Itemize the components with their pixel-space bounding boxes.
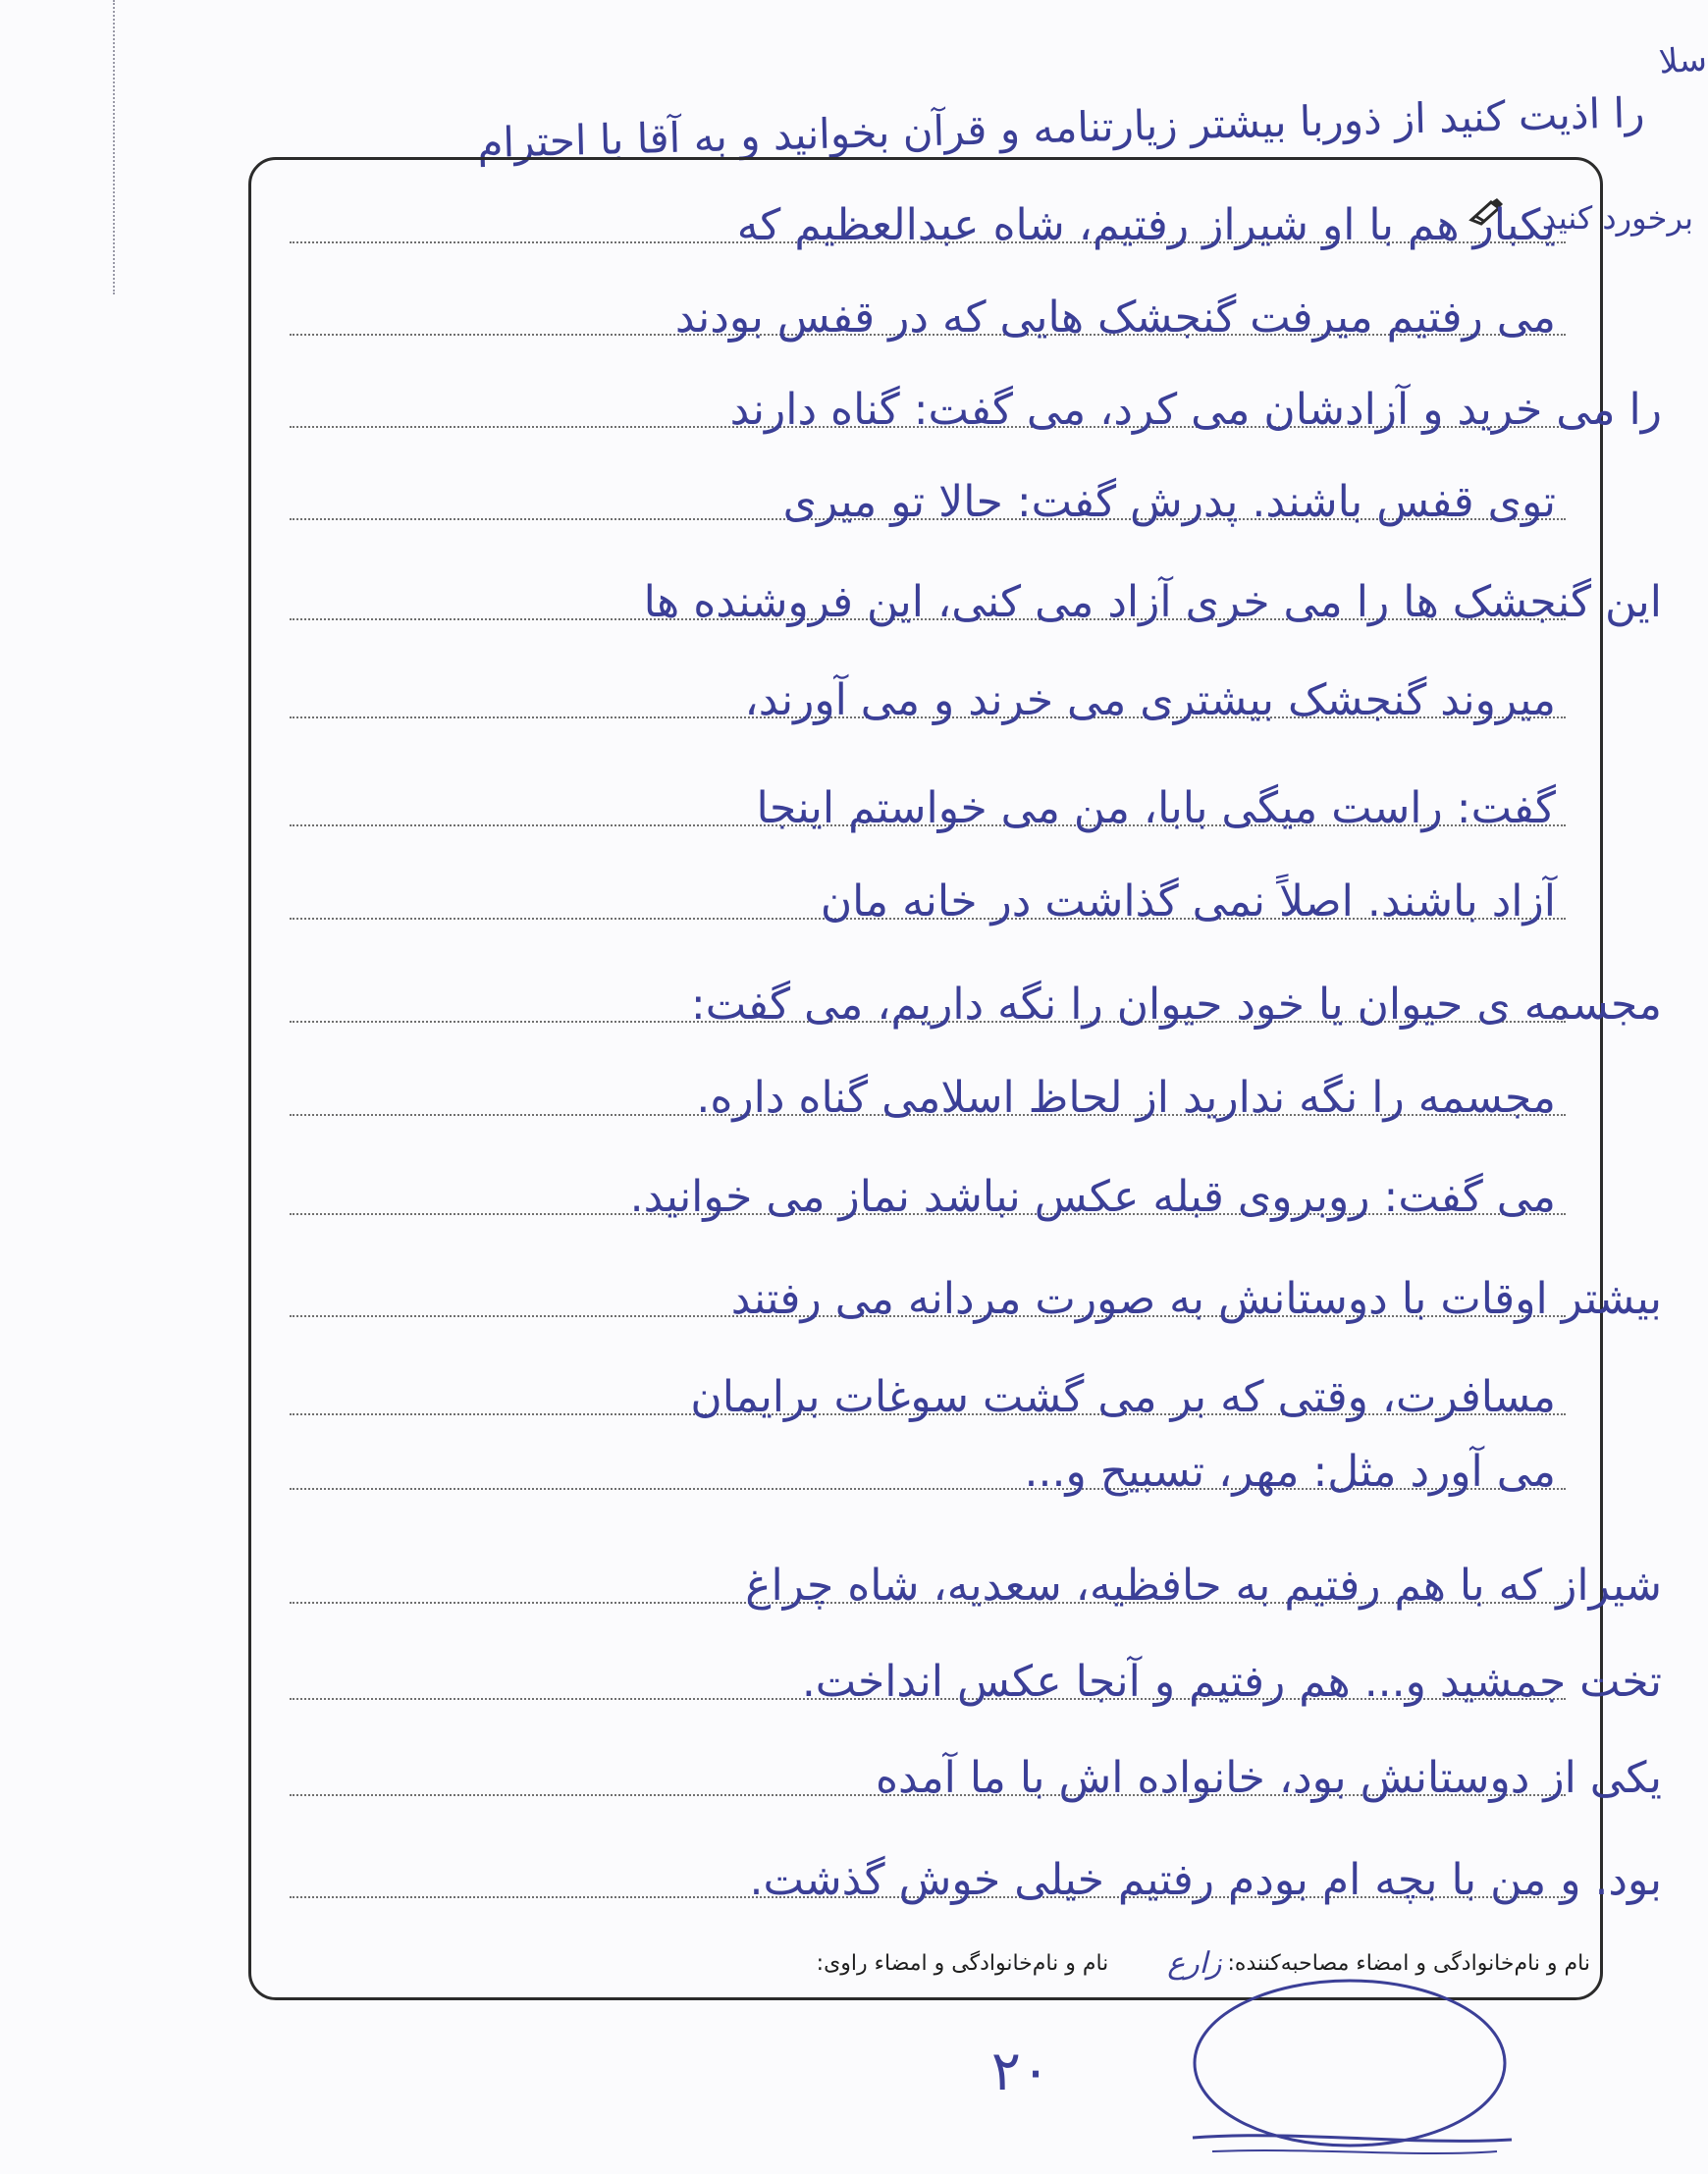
body-line-2: می رفتیم میرفت گنجشک هایی که در قفس بودند [674,292,1556,343]
margin-note-top: سلا [1657,39,1708,82]
margin-fold-line [113,0,115,294]
body-line-12: بیشتر اوقات با دوستانش به صورت مردانه می رفتند [730,1274,1662,1324]
body-line-13: مسافرت، وقتی که بر می گشت سوغات برایمان [690,1372,1556,1422]
body-line-3: را می خرید و آزادشان می کرد، می گفت: گناه دارند [729,385,1662,435]
body-line-4: توی قفس باشند. پدرش گفت: حالا تو میری [782,477,1556,527]
signature-scribble [1173,1973,1526,2169]
body-line-15: شیراز که با هم رفتیم به حافظیه، سعدیه، شاه چراغ [745,1561,1662,1611]
narrator-label: نام و نام‌خانوادگی و امضاء راوی: [816,1950,1109,1976]
interviewer-signature: زارع [1167,1945,1222,1981]
body-line-1: یکبار هم با او شیراز رفتیم، شاه عبدالعظیم که [736,200,1556,250]
body-line-5: این گنجشک ها را می خری آزاد می کنی، این فروشنده ها [643,577,1662,627]
body-line-7: گفت: راست میگی بابا، من می خواستم اینجا [756,783,1556,833]
body-line-14: می آورد مثل: مهر، تسبیح و... [1024,1447,1556,1497]
body-line-18: بود. و من با بچه ام بودم رفتیم خیلی خوش گذشت. [749,1855,1662,1905]
page-number: ۲۰ [990,2040,1051,2103]
margin-note-line-2: برخورد کنید [1541,199,1693,237]
body-line-10: مجسمه را نگه ندارید از لحاظ اسلامی گناه داره. [696,1073,1556,1123]
body-line-16: تخت جمشید و... هم رفتیم و آنجا عکس انداخت. [801,1657,1662,1707]
margin-note-line-1: را اذیت کنید از ذوربا بیشتر زیارتنامه و قرآن بخوانید و به آقا با احترام [476,88,1645,168]
body-line-8: آزاد باشند. اصلاً نمی گذاشت در خانه مان [820,876,1556,927]
body-line-9: مجسمه ی حیوان یا خود حیوان را نگه داریم، می گفت: [690,980,1662,1030]
body-line-11: می گفت: روبروی قبله عکس نباشد نماز می خوانید. [629,1172,1556,1222]
interviewer-label: نام و نام‌خانوادگی و امضاء مصاحبه‌کننده: [1227,1950,1590,1976]
body-line-6: میروند گنجشک بیشتری می خرند و می آورند، [744,675,1556,725]
body-line-17: یکی از دوستانش بود، خانواده اش با ما آمده [875,1753,1662,1803]
narrator-field [817,1951,1109,1976]
